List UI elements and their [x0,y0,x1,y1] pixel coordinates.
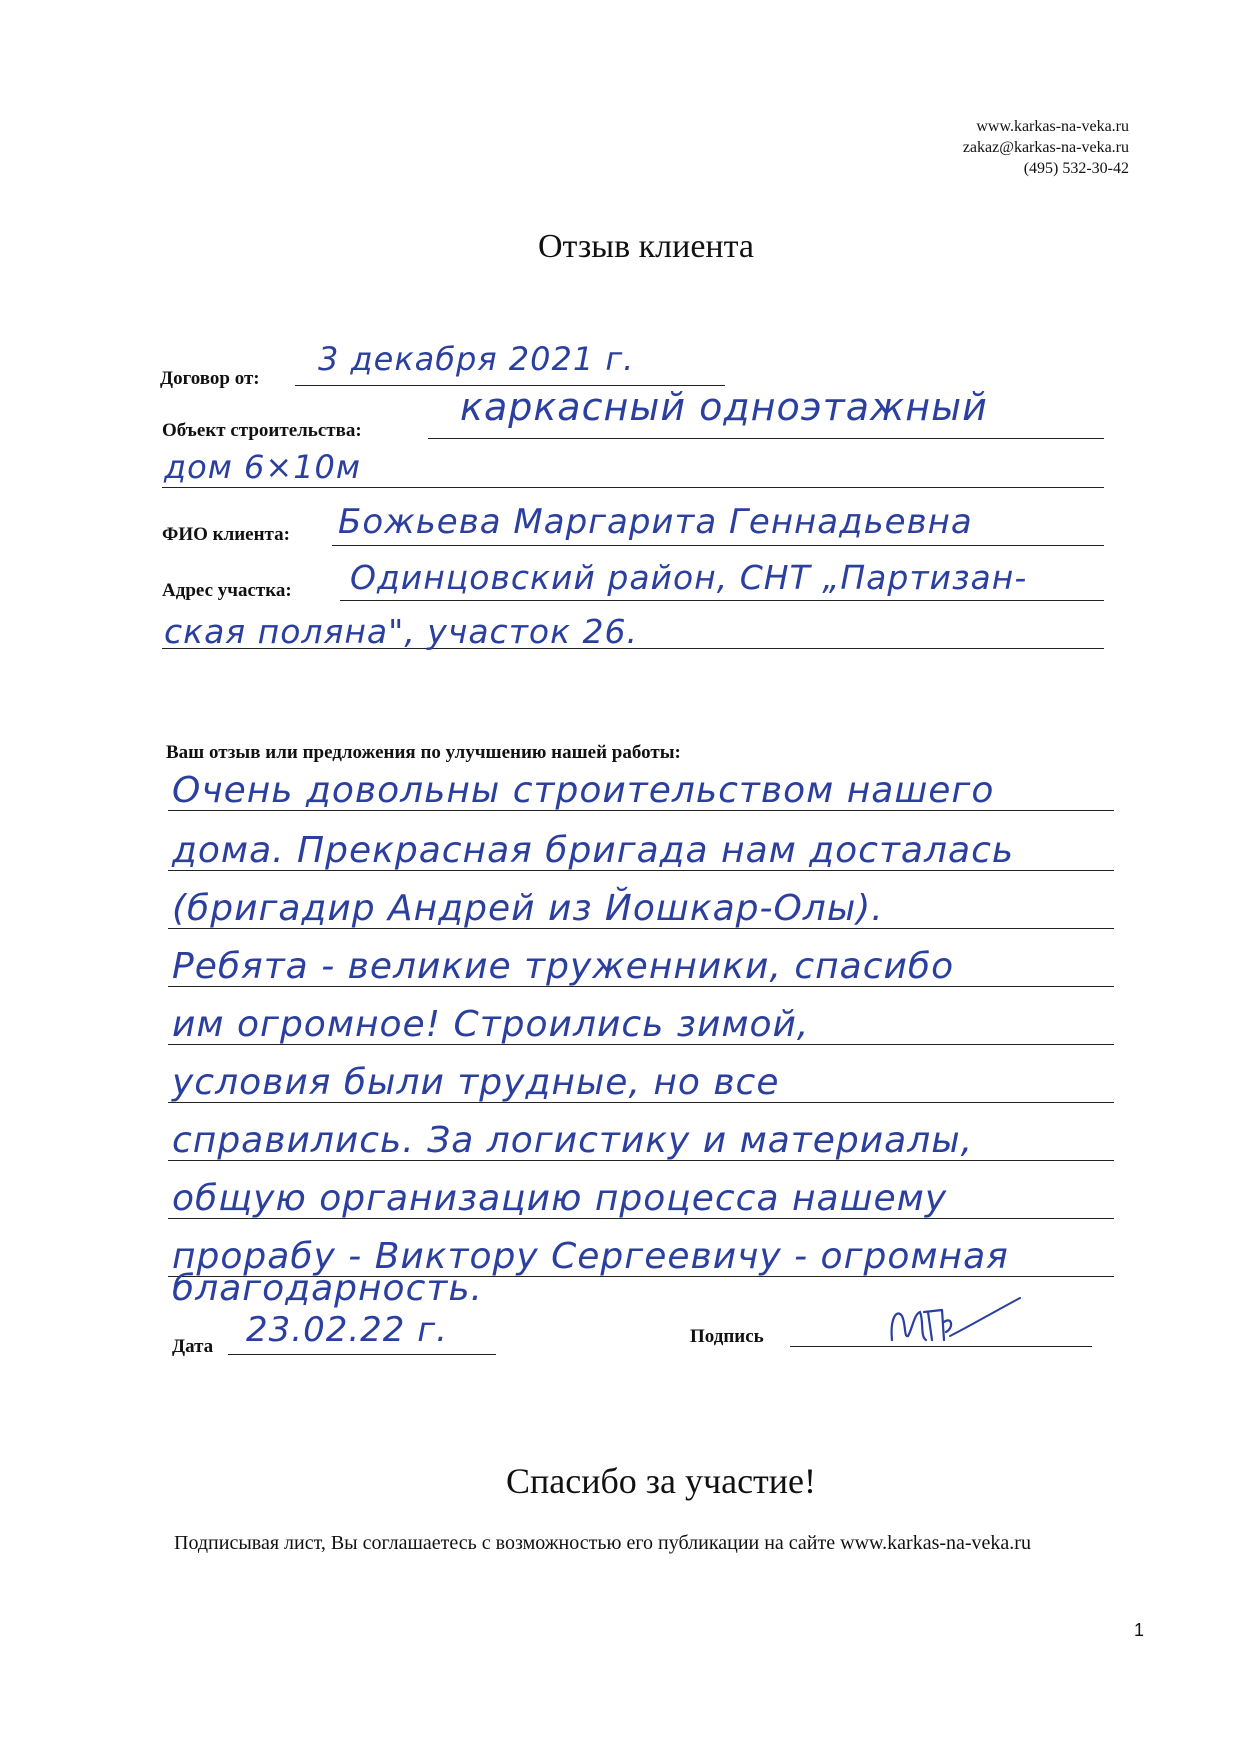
name-line [332,545,1104,546]
address-label: Адрес участка: [162,580,292,601]
address-line-1 [340,600,1104,601]
name-value: Божьева Маргарита Геннадьевна [338,502,973,542]
address-value-line-2: ская поляна", участок 26. [164,612,639,651]
signature-image [880,1292,1030,1357]
object-label: Объект строительства: [162,420,362,441]
date-value: 23.02.22 г. [246,1310,448,1350]
review-text-line: дома. Прекрасная бригада нам досталась [172,830,1015,871]
review-text-line: им огромное! Строились зимой, [172,1004,810,1045]
contact-block [963,116,1129,179]
consent-text: Подписывая лист, Вы соглашаетесь с возможностью его публикации на сайте www.karkas-na-veka.ru [174,1532,1031,1554]
review-text-line: Очень довольны строительством нашего [172,770,995,811]
review-text-line: прорабу - Виктору Сергеевичу - огромная [172,1236,1009,1277]
email-text: zakaz@karkas-na-veka.ru [962,139,1129,156]
website-text: www.karkas-na-veka.ru [976,118,1129,135]
object-value-line-1: каркасный одноэтажный [460,385,988,429]
review-text-line: Ребята - великие труженники, спасибо [172,946,955,987]
date-label: Дата [172,1336,214,1357]
signature-label: Подпись [690,1326,764,1347]
page-title: Отзыв клиента [538,228,754,265]
object-value-line-2: дом 6×10м [164,448,362,486]
contract-label: Договор от: [160,368,260,389]
phone-text: (495) 532-30-42 [1023,160,1129,177]
review-text-line: благодарность. [172,1268,483,1309]
review-text-line: общую организацию процесса нашему [172,1178,948,1219]
review-text-line: условия были трудные, но все [172,1062,780,1103]
address-value-line-1: Одинцовский район, СНТ „Партизан- [350,558,1028,597]
review-text-line: справились. За логистику и материалы, [172,1120,974,1161]
object-line-1 [428,438,1104,439]
page-number: 1 [1133,1620,1144,1640]
name-label: ФИО клиента: [162,524,290,545]
object-line-2 [162,487,1104,488]
contract-value: 3 декабря 2021 г. [318,340,635,378]
date-line [228,1354,496,1355]
thanks-heading: Спасибо за участие! [505,1461,817,1501]
review-text-line: (бригадир Андрей из Йошкар-Олы). [172,888,884,929]
review-label: Ваш отзыв или предложения по улучшению нашей работы: [166,742,681,763]
